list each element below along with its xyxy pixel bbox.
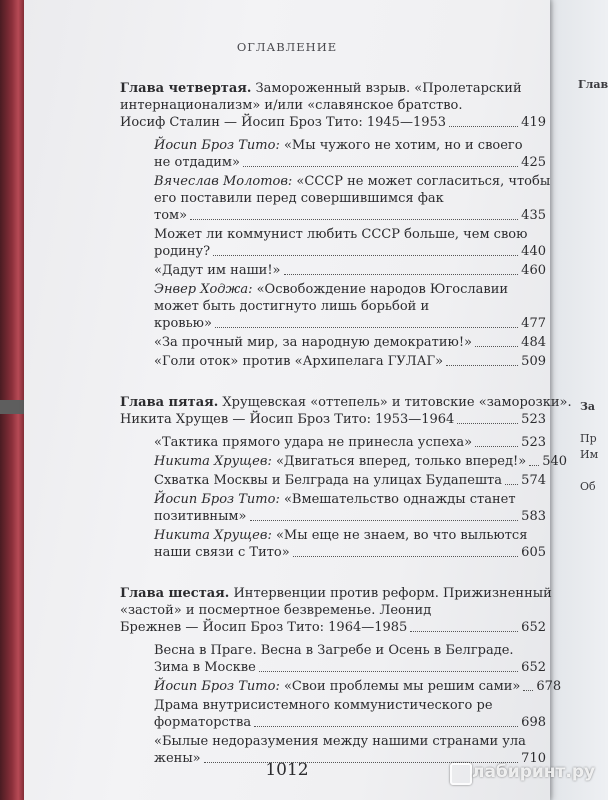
section-title-line: [154, 434, 546, 451]
dot-leader: [215, 327, 518, 328]
section-title-text: [154, 315, 212, 332]
watermark: лабиринт.ру: [472, 762, 596, 782]
chapter-title-line: [120, 394, 572, 411]
section-title-fragment: «Былые недоразумения между нашими странами ула: [154, 734, 526, 749]
chapter-page-number: 523: [521, 412, 546, 427]
toc-section[interactable]: [154, 137, 546, 171]
page-number: 1012: [265, 760, 309, 780]
toc-section[interactable]: [154, 434, 546, 451]
section-title-line: [154, 714, 546, 731]
chapter-page-number: 419: [521, 115, 546, 130]
section-title-line: [154, 527, 546, 544]
section-page-number: 574: [521, 473, 546, 488]
section-title-line: [154, 243, 546, 260]
chapter-title-fragment: Брежнев — Йосип Броз Тито: 1964—1985: [120, 620, 408, 635]
section-title-fragment: Драма внутрисистемного коммунистического ре: [154, 698, 493, 713]
section-title-fragment: «Мы еще не знаем, во что выльются: [271, 528, 528, 543]
section-page-number: 477: [521, 316, 546, 331]
section-title-fragment: кровью»: [154, 316, 212, 331]
section-title-fragment: «Мы чужого не хотим, но и своего: [279, 138, 523, 153]
section-title-text: [154, 714, 251, 731]
section-title-fragment: Схватка Москвы и Белграда на улицах Будапешта: [154, 473, 502, 488]
section-title-text: [154, 334, 472, 351]
section-title-fragment: «Голи оток» против «Архипелага ГУЛАГ»: [154, 354, 444, 369]
section-title-text: [154, 207, 187, 224]
dot-leader: [213, 255, 518, 256]
spine-shadow: [0, 400, 26, 414]
section-title-fragment: «СССР не может согласиться, чтобы: [292, 174, 551, 189]
section-page-number: 435: [521, 208, 546, 223]
section-title-fragment: родину?: [154, 244, 211, 259]
section-title-line: [154, 678, 562, 695]
section-title-line: [154, 491, 546, 508]
dot-leader: [505, 484, 518, 485]
toc-section[interactable]: [154, 642, 546, 676]
table-of-contents: [120, 80, 572, 791]
chapter-label: Глава пятая.: [120, 395, 219, 410]
section-title-text: [154, 243, 210, 260]
section-title-text: [154, 154, 240, 171]
toc-section[interactable]: [154, 678, 562, 695]
toc-section[interactable]: [154, 226, 546, 260]
next-page-fragment-5: Об: [580, 480, 596, 493]
section-title-fragment: том»: [154, 208, 188, 223]
page-header: ОГЛАВЛЕНИЕ: [236, 40, 338, 54]
section-title-fragment: «Дадут им наши!»: [154, 263, 281, 278]
section-title-line: [154, 353, 546, 370]
section-speaker: Йосип Броз Тито:: [154, 492, 280, 507]
dot-leader: [529, 465, 539, 466]
section-title-line: [154, 334, 546, 351]
next-page-fragment-1: Глав: [578, 78, 608, 91]
section-title-line: [154, 659, 546, 676]
chapter-title-text: [120, 114, 446, 131]
section-title-fragment: форматорства: [154, 715, 252, 730]
chapter-title-text: [120, 411, 454, 428]
section-title-fragment: «Свои проблемы мы решим сами»: [279, 679, 521, 694]
section-title-fragment: его поставили перед совершившимся фак: [154, 191, 444, 206]
book-page: [24, 0, 596, 800]
section-page-number: 460: [521, 263, 546, 278]
chapter-title-line: [120, 411, 546, 428]
chapter-title-fragment: Никита Хрущев — Йосип Броз Тито: 1953—1964: [120, 412, 455, 427]
section-speaker: Йосип Броз Тито:: [154, 138, 280, 153]
section-title-line: [154, 207, 546, 224]
section-page-number: 440: [521, 244, 546, 259]
dot-leader: [284, 274, 519, 275]
section-title-line: [154, 642, 546, 659]
section-title-text: [154, 678, 520, 695]
section-speaker: Энвер Ходжа:: [154, 282, 253, 297]
section-title-text: [154, 659, 256, 676]
section-page-number: 523: [521, 435, 546, 450]
section-title-line: [154, 733, 546, 750]
section-title-fragment: Весна в Праге. Весна в Загребе и Осень в Белграде.: [154, 643, 514, 658]
section-title-text: [154, 734, 526, 749]
section-title-fragment: «Вмешательство однажды станет: [279, 492, 516, 507]
chapter-title-text: [120, 395, 572, 410]
chapter-title-line: [120, 97, 546, 114]
chapter-label: Глава шестая.: [120, 586, 230, 601]
chapter-title-text: [120, 81, 522, 96]
toc-chapter: [120, 585, 562, 767]
section-title-line: [154, 173, 551, 190]
toc-section[interactable]: [154, 527, 546, 561]
chapter-title-fragment: интернационализм» и/или «славянское братство.: [120, 98, 463, 113]
chapter-title-fragment: Хрущевская «оттепель» и титовские «заморозки».: [218, 395, 572, 410]
toc-section[interactable]: [154, 334, 546, 351]
dot-leader: [410, 631, 518, 632]
section-page-number: 605: [521, 545, 546, 560]
section-title-fragment: «За прочный мир, за народную демократию!»: [154, 335, 473, 350]
section-title-text: [154, 299, 429, 314]
chapter-title-fragment: Иосиф Сталин — Йосип Броз Тито: 1945—1953: [120, 115, 447, 130]
section-title-text: [154, 698, 493, 713]
section-page-number: 678: [536, 679, 562, 694]
chapter-title-line: [120, 114, 546, 131]
section-title-text: [154, 174, 550, 189]
section-page-number: 710: [521, 751, 546, 766]
section-title-line: [154, 226, 546, 243]
toc-chapter: [120, 394, 572, 561]
section-title-fragment: жены»: [154, 751, 201, 766]
section-title-text: [154, 138, 523, 153]
section-title-text: [154, 453, 526, 470]
section-page-number: 698: [521, 715, 546, 730]
toc-section-list: [120, 642, 562, 767]
section-title-line: [154, 697, 546, 714]
section-title-text: [154, 544, 290, 561]
section-page-number: 509: [521, 354, 546, 369]
toc-section-list: [120, 137, 551, 370]
section-title-fragment: не отдадим»: [154, 155, 240, 170]
toc-section[interactable]: [154, 173, 551, 224]
chapter-title-text: [120, 619, 407, 636]
section-title-fragment: позитивным»: [154, 509, 247, 524]
chapter-page-number: 652: [521, 620, 546, 635]
section-title-fragment: Зима в Москве: [154, 660, 256, 675]
dot-leader: [523, 690, 533, 691]
section-title-fragment: Может ли коммунист любить СССР больше, чем свою: [154, 227, 528, 242]
section-speaker: Никита Хрущев:: [154, 454, 272, 469]
section-speaker: Вячеслав Молотов:: [154, 174, 293, 189]
section-title-line: [154, 472, 546, 489]
section-title-fragment: может быть достигнуто лишь борьбой и: [154, 299, 430, 314]
chapter-title-text: [120, 603, 431, 618]
section-page-number: 652: [521, 660, 546, 675]
toc-section[interactable]: [154, 453, 568, 470]
section-title-text: [154, 434, 472, 451]
dot-leader: [259, 671, 518, 672]
toc-section[interactable]: [154, 262, 546, 279]
section-speaker: Никита Хрущев:: [154, 528, 272, 543]
section-title-text: [154, 528, 527, 543]
chapter-title-line: [120, 602, 546, 619]
toc-section-list: [120, 434, 568, 561]
chapter-title-fragment: Замороженный взрыв. «Пролетарский: [251, 81, 522, 96]
section-page-number: 484: [521, 335, 546, 350]
dot-leader: [457, 423, 518, 424]
toc-section[interactable]: [154, 281, 546, 332]
section-title-line: [154, 154, 546, 171]
section-title-text: [154, 227, 527, 242]
next-page-fragment-4: Им: [580, 448, 599, 461]
section-title-text: [154, 262, 281, 279]
section-title-text: [154, 492, 516, 507]
dot-leader: [475, 446, 518, 447]
section-title-fragment: «Двигаться вперед, только вперед!»: [271, 454, 527, 469]
toc-section[interactable]: [154, 353, 546, 370]
section-title-text: [154, 472, 502, 489]
dot-leader: [293, 556, 518, 557]
section-title-line: [154, 544, 546, 561]
chapter-title-fragment: «застой» и посмертное безвременье. Леонид: [120, 603, 432, 618]
section-title-line: [154, 137, 546, 154]
toc-section[interactable]: [154, 697, 546, 731]
chapter-title-text: [120, 586, 552, 601]
section-title-text: [154, 353, 443, 370]
section-page-number: 425: [521, 155, 546, 170]
chapter-title-line: [120, 585, 552, 602]
section-title-line: [154, 262, 546, 279]
dot-leader: [446, 365, 518, 366]
section-title-fragment: наши связи с Тито»: [154, 545, 290, 560]
section-title-line: [154, 315, 546, 332]
section-speaker: Йосип Броз Тито:: [154, 679, 280, 694]
chapter-title-line: [120, 80, 546, 97]
section-title-line: [154, 508, 546, 525]
dot-leader: [475, 346, 518, 347]
toc-chapter: [120, 80, 551, 370]
section-title-line: [154, 453, 568, 470]
section-title-text: [154, 643, 514, 658]
section-page-number: 583: [521, 509, 546, 524]
section-title-fragment: «Тактика прямого удара не принесла успеха»: [154, 435, 473, 450]
section-title-line: [154, 298, 546, 315]
chapter-title-fragment: Интервенции против реформ. Прижизненный: [229, 586, 552, 601]
chapter-title-line: [120, 619, 546, 636]
watermark-logo-icon: [450, 763, 472, 785]
section-title-text: [154, 508, 247, 525]
section-title-line: [154, 190, 546, 207]
dot-leader: [449, 126, 518, 127]
next-page-fragment-2: За: [580, 400, 596, 413]
dot-leader: [243, 166, 518, 167]
section-page-number: 540: [542, 454, 568, 469]
section-title-line: [154, 281, 546, 298]
toc-section[interactable]: [154, 472, 546, 489]
section-title-text: [154, 191, 444, 206]
toc-section[interactable]: [154, 491, 546, 525]
next-page-fragment-3: Пр: [580, 432, 597, 445]
chapter-title-text: [120, 98, 463, 113]
section-title-fragment: «Освобождение народов Югославии: [252, 282, 509, 297]
dot-leader: [250, 520, 519, 521]
dot-leader: [190, 219, 518, 220]
dot-leader: [254, 726, 518, 727]
chapter-label: Глава четвертая.: [120, 81, 252, 96]
section-title-text: [154, 282, 508, 297]
